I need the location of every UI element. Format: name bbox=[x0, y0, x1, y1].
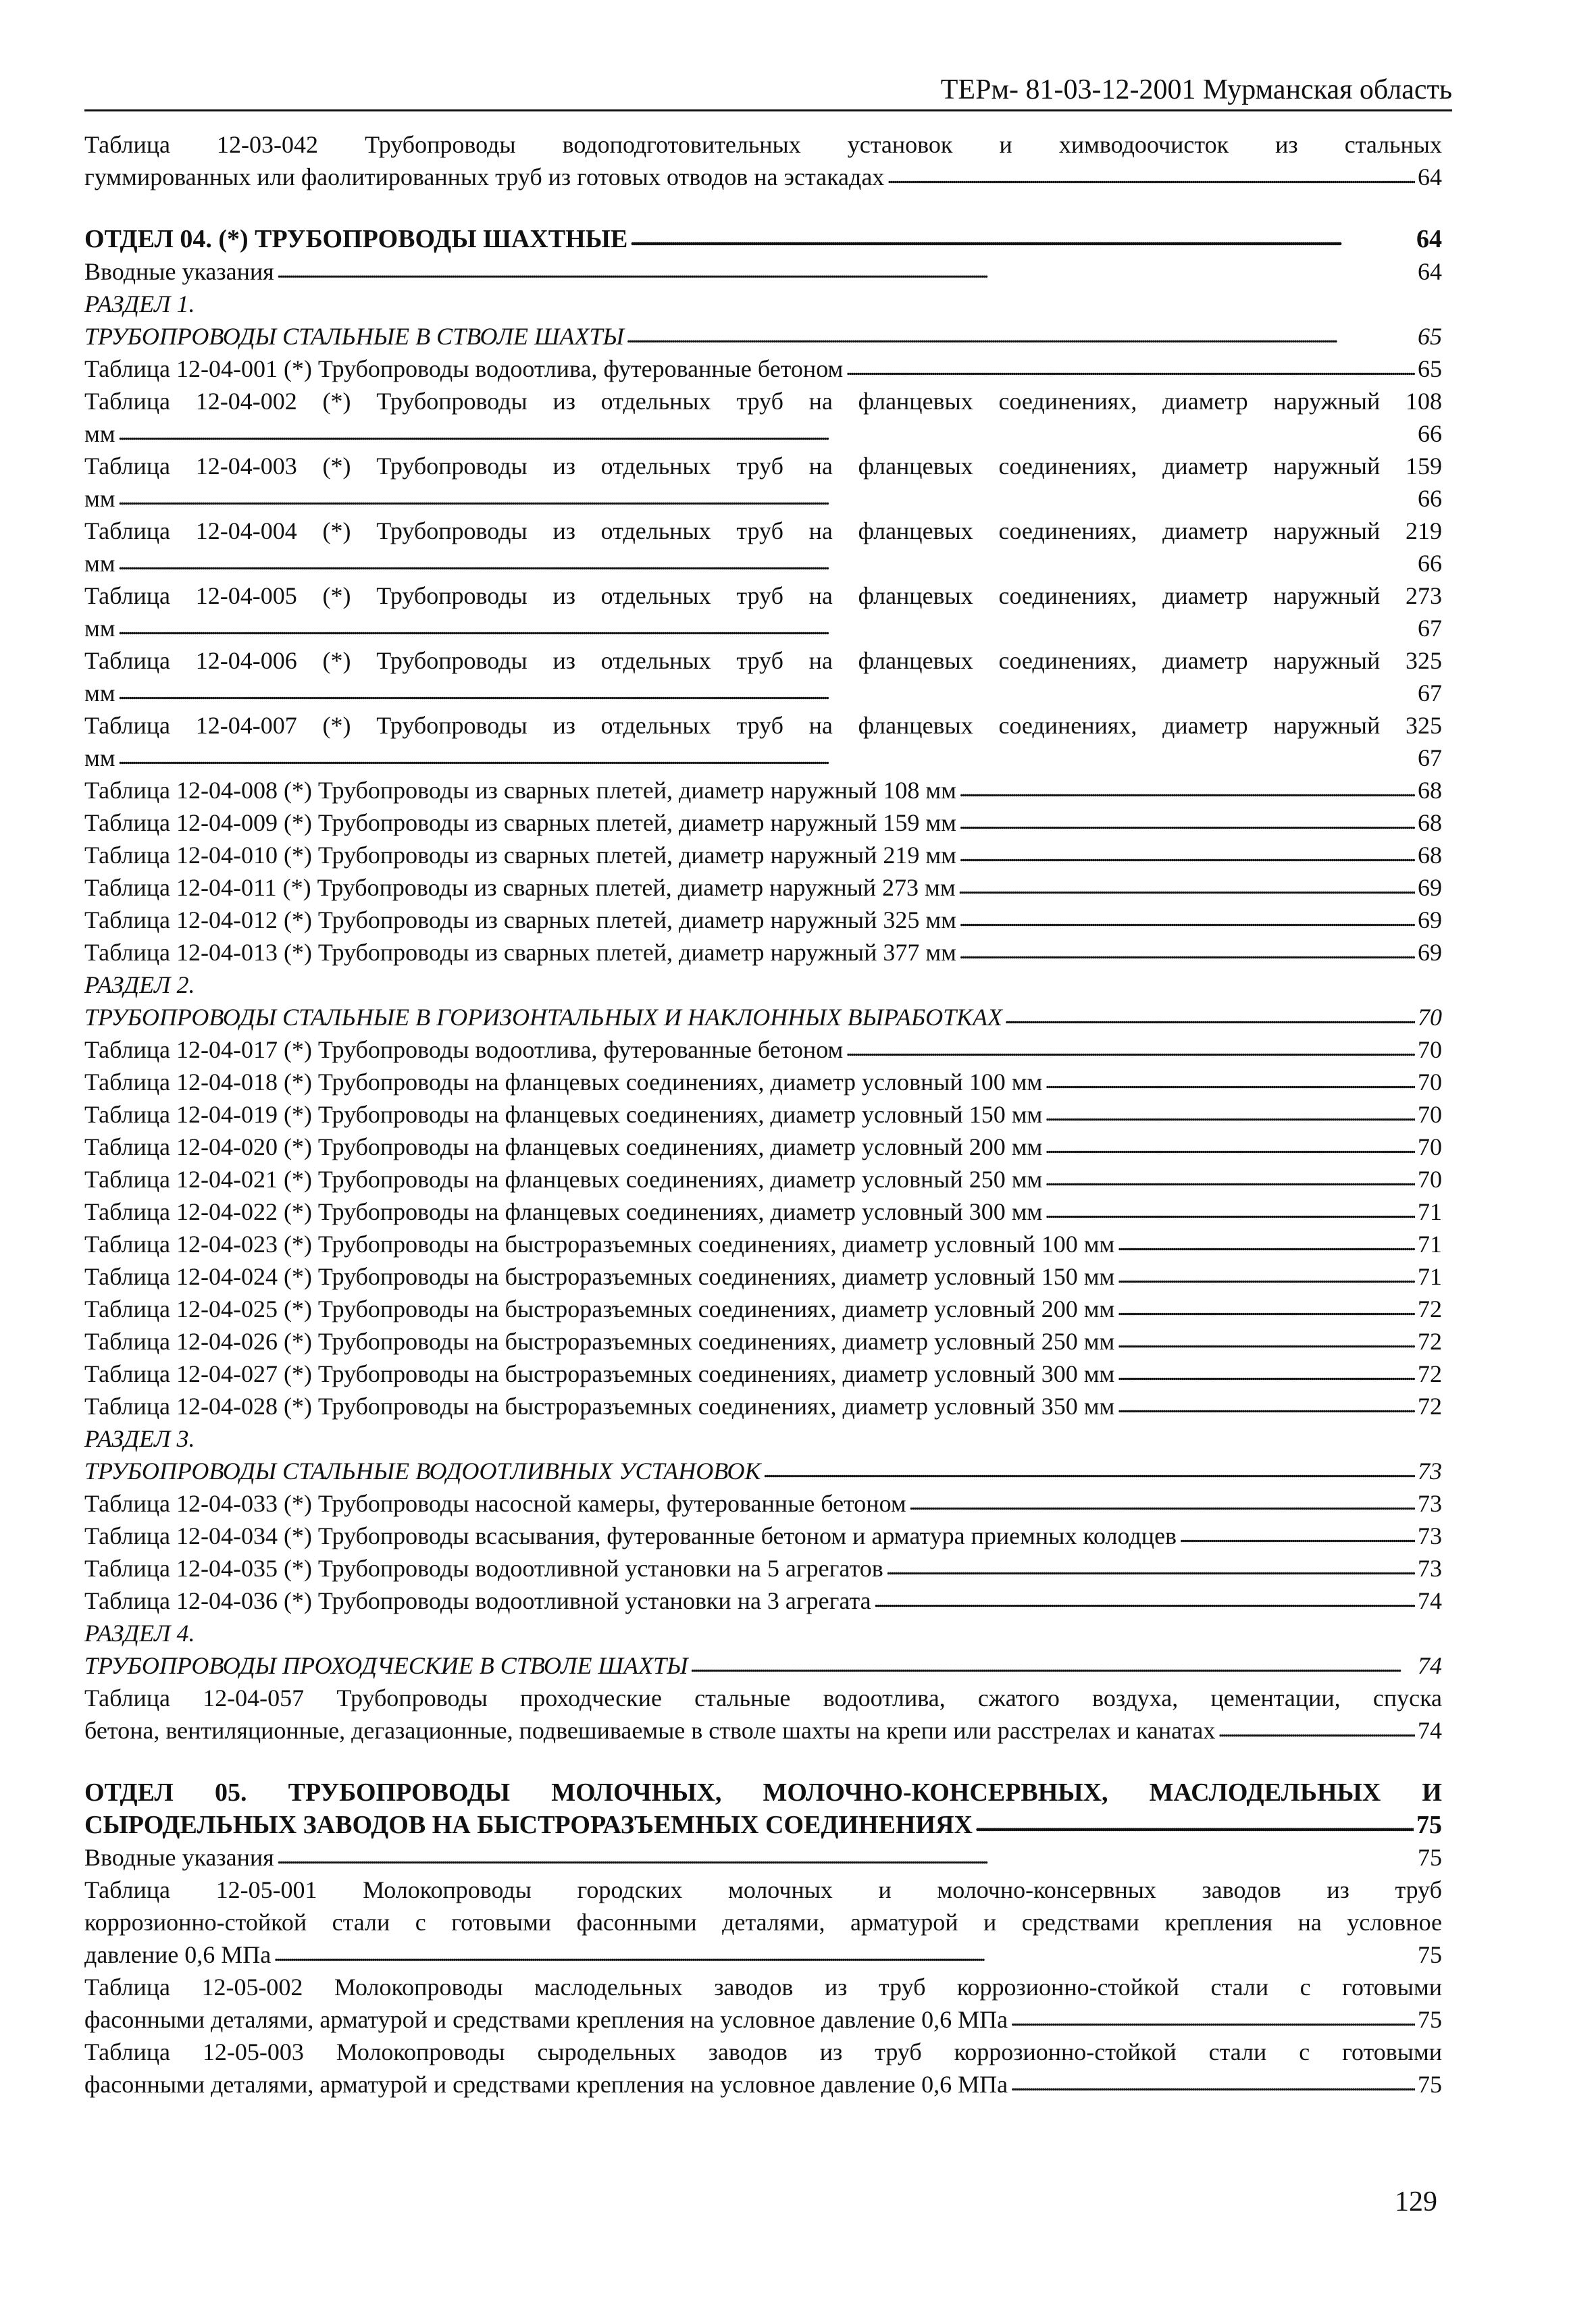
toc-entry-text: РАЗДЕЛ 4. bbox=[84, 1620, 195, 1647]
toc-page-number: 68 bbox=[1418, 842, 1442, 869]
toc-entry-text: Таблица 12-04-018 (*) Трубопроводы на фланцевых соединениях, диаметр условный 100 мм bbox=[84, 1069, 1043, 1096]
toc-row bbox=[84, 1455, 1442, 1487]
toc-entry[interactable] bbox=[84, 806, 1442, 839]
toc-page-number: 70 bbox=[1418, 1036, 1442, 1063]
toc-row bbox=[84, 1033, 1442, 1066]
toc-entry-text: Таблица 12-04-012 (*) Трубопроводы из сварных плетей, диаметр наружный 325 мм bbox=[84, 906, 956, 933]
toc-page-number: 70 bbox=[1418, 1166, 1442, 1193]
toc-entry[interactable] bbox=[84, 1874, 1442, 1971]
toc-entry[interactable] bbox=[84, 1358, 1442, 1390]
toc-page-number: 65 bbox=[1418, 323, 1442, 350]
toc-entry[interactable] bbox=[84, 1841, 1442, 1874]
toc-page-number: 69 bbox=[1418, 939, 1442, 966]
dot-leader bbox=[886, 1550, 1415, 1585]
dot-leader bbox=[118, 675, 1415, 709]
dot-leader bbox=[959, 804, 1415, 839]
toc-row bbox=[84, 1228, 1442, 1260]
toc-row bbox=[84, 1809, 1442, 1841]
toc-row bbox=[84, 1098, 1442, 1131]
toc-entry-text: Таблица 12-04-003 (*) Трубопроводы из отдельных труб на фланцевых соединениях, диаметр наружный 159 bbox=[84, 453, 1442, 480]
dot-leader bbox=[1045, 1161, 1415, 1195]
toc-row bbox=[84, 1066, 1442, 1098]
toc-row bbox=[84, 839, 1442, 871]
toc-page-number: 72 bbox=[1418, 1393, 1442, 1420]
toc-subsection[interactable] bbox=[84, 1001, 1442, 1033]
toc-row bbox=[84, 1585, 1442, 1617]
toc-entry[interactable] bbox=[84, 515, 1442, 580]
toc-row bbox=[84, 1390, 1442, 1422]
toc-page-number: 73 bbox=[1418, 1522, 1442, 1549]
dot-leader bbox=[1005, 999, 1415, 1033]
toc-page-number: 73 bbox=[1418, 1458, 1442, 1485]
toc-entry-text: Таблица 12-04-057 Трубопроводы проходческие стальные водоотлива, сжатого воздуха, цементации, спуска bbox=[84, 1685, 1442, 1712]
toc-entry[interactable] bbox=[84, 1293, 1442, 1325]
toc-page-number: 66 bbox=[1418, 420, 1442, 447]
toc-row bbox=[84, 223, 1442, 255]
dot-leader bbox=[909, 1485, 1415, 1520]
toc-row bbox=[84, 1520, 1442, 1552]
table-of-contents bbox=[84, 128, 1442, 2101]
toc-page-number: 70 bbox=[1418, 1133, 1442, 1160]
toc-entry[interactable] bbox=[84, 580, 1442, 644]
toc-row bbox=[84, 320, 1442, 353]
dot-leader bbox=[846, 351, 1415, 385]
toc-entry[interactable] bbox=[84, 904, 1442, 936]
toc-entry[interactable] bbox=[84, 1682, 1442, 1747]
toc-entry-text: Таблица 12-04-024 (*) Трубопроводы на быстроразъемных соединениях, диаметр условный 150 мм bbox=[84, 1263, 1115, 1290]
toc-entry-text: Таблица 12-04-022 (*) Трубопроводы на фланцевых соединениях, диаметр условный 300 мм bbox=[84, 1198, 1043, 1225]
toc-subsection[interactable] bbox=[84, 1649, 1442, 1682]
toc-entry-text: Таблица 12-04-028 (*) Трубопроводы на быстроразъемных соединениях, диаметр условный 350 мм bbox=[84, 1393, 1115, 1420]
toc-entry-text: Таблица 12-04-034 (*) Трубопроводы всасывания, футерованные бетоном и арматура приемных колодцев bbox=[84, 1522, 1177, 1549]
toc-page-number: 67 bbox=[1418, 744, 1442, 771]
toc-page-number: 71 bbox=[1418, 1231, 1442, 1258]
toc-page-number: 65 bbox=[1418, 355, 1442, 382]
toc-entry-text: Вводные указания bbox=[84, 258, 274, 285]
toc-entry-text: Таблица 12-04-035 (*) Трубопроводы водоотливной установки на 5 агрегатов bbox=[84, 1555, 883, 1582]
toc-page-number: 75 bbox=[1418, 1941, 1442, 1968]
toc-entry-text: ТРУБОПРОВОДЫ СТАЛЬНЫЕ В СТВОЛЕ ШАХТЫ bbox=[84, 323, 624, 350]
toc-entry-text: Вводные указания bbox=[84, 1844, 274, 1871]
dot-leader bbox=[118, 480, 1415, 515]
dot-leader bbox=[630, 221, 1414, 255]
toc-entry-text: Таблица 12-04-027 (*) Трубопроводы на быстроразъемных соединениях, диаметр условный 300 мм bbox=[84, 1360, 1115, 1387]
toc-row bbox=[84, 255, 1442, 288]
toc-entry[interactable] bbox=[84, 1228, 1442, 1260]
toc-entry-text: Таблица 12-04-005 (*) Трубопроводы из отдельных труб на фланцевых соединениях, диаметр наружный 273 bbox=[84, 582, 1442, 609]
toc-entry[interactable] bbox=[84, 255, 1442, 288]
toc-page-number: 70 bbox=[1418, 1004, 1442, 1031]
dot-leader bbox=[1117, 1323, 1415, 1358]
toc-page-number: 74 bbox=[1418, 1587, 1442, 1614]
dot-leader bbox=[975, 1807, 1414, 1841]
toc-entry-text: Таблица 12-04-033 (*) Трубопроводы насосной камеры, футерованные бетоном bbox=[84, 1490, 906, 1517]
toc-row bbox=[84, 1325, 1442, 1358]
toc-page-number: 64 bbox=[1416, 225, 1442, 253]
toc-row bbox=[84, 1131, 1442, 1163]
dot-leader bbox=[274, 1936, 1415, 1971]
toc-row bbox=[84, 417, 1442, 450]
toc-entry[interactable] bbox=[84, 709, 1442, 774]
toc-row bbox=[84, 1260, 1442, 1293]
toc-row bbox=[84, 1293, 1442, 1325]
header-title: ТЕРм- 81-03-12-2001 Мурманская область bbox=[940, 74, 1452, 105]
toc-row bbox=[84, 2068, 1442, 2101]
toc-row bbox=[84, 774, 1442, 806]
toc-entry-text: бетона, вентиляционные, дегазационные, подвешиваемые в стволе шахты на крепи или расстрелах и канатах bbox=[84, 1717, 1216, 1744]
toc-entry-text: Таблица 12-04-010 (*) Трубопроводы из сварных плетей, диаметр наружный 219 мм bbox=[84, 842, 956, 869]
toc-entry-text: ТРУБОПРОВОДЫ СТАЛЬНЫЕ В ГОРИЗОНТАЛЬНЫХ И НАКЛОННЫХ ВЫРАБОТКАХ bbox=[84, 1004, 1002, 1031]
dot-leader bbox=[958, 869, 1415, 904]
toc-entry-text: мм bbox=[84, 550, 115, 577]
toc-entry-text: Таблица 12-04-025 (*) Трубопроводы на быстроразъемных соединениях, диаметр условный 200 мм bbox=[84, 1295, 1115, 1322]
toc-page-number: 69 bbox=[1418, 874, 1442, 901]
toc-entry[interactable] bbox=[84, 936, 1442, 969]
running-header bbox=[84, 70, 1452, 111]
dot-leader bbox=[1117, 1258, 1415, 1293]
toc-entry[interactable] bbox=[84, 774, 1442, 806]
toc-entry-text: ТРУБОПРОВОДЫ ПРОХОДЧЕСКИЕ В СТВОЛЕ ШАХТЫ bbox=[84, 1652, 688, 1679]
toc-page-number: 75 bbox=[1416, 1811, 1442, 1839]
toc-entry[interactable] bbox=[84, 1098, 1442, 1131]
toc-entry[interactable] bbox=[84, 353, 1442, 385]
toc-section-label bbox=[84, 288, 1442, 320]
dot-leader bbox=[959, 934, 1415, 969]
toc-entry-text: мм bbox=[84, 420, 115, 447]
toc-row bbox=[84, 1195, 1442, 1228]
dot-leader bbox=[690, 1647, 1415, 1682]
toc-entry[interactable] bbox=[84, 871, 1442, 904]
toc-page-number: 71 bbox=[1418, 1263, 1442, 1290]
toc-page-number: 68 bbox=[1418, 777, 1442, 804]
toc-entry[interactable] bbox=[84, 450, 1442, 515]
toc-entry[interactable] bbox=[84, 1487, 1442, 1520]
toc-section-label bbox=[84, 1422, 1442, 1455]
toc-entry-text: давление 0,6 МПа bbox=[84, 1941, 272, 1968]
toc-entry-text: Таблица 12-04-026 (*) Трубопроводы на быстроразъемных соединениях, диаметр условный 250 мм bbox=[84, 1328, 1115, 1355]
toc-entry[interactable] bbox=[84, 1390, 1442, 1422]
toc-entry[interactable] bbox=[84, 128, 1442, 193]
toc-row bbox=[84, 353, 1442, 385]
dot-leader bbox=[1045, 1064, 1415, 1098]
toc-page-number: 74 bbox=[1418, 1717, 1442, 1744]
toc-page-number: 66 bbox=[1418, 485, 1442, 512]
toc-entry[interactable] bbox=[84, 1066, 1442, 1098]
toc-row bbox=[84, 806, 1442, 839]
toc-entry-text: Таблица 12-05-002 Молокопроводы маслодельных заводов из труб коррозионно-стойкой стали с готовыми bbox=[84, 1974, 1442, 2001]
toc-page-number: 64 bbox=[1418, 258, 1442, 285]
toc-page-number: 70 bbox=[1418, 1101, 1442, 1128]
toc-entry-text: мм bbox=[84, 485, 115, 512]
toc-entry-text: РАЗДЕЛ 3. bbox=[84, 1425, 195, 1452]
toc-row bbox=[84, 547, 1442, 580]
toc-row bbox=[84, 612, 1442, 644]
toc-entry-text: Таблица 12-04-020 (*) Трубопроводы на фланцевых соединениях, диаметр условный 200 мм bbox=[84, 1133, 1043, 1160]
toc-entry[interactable] bbox=[84, 644, 1442, 709]
toc-entry[interactable] bbox=[84, 839, 1442, 871]
toc-row bbox=[84, 1714, 1442, 1747]
toc-section[interactable] bbox=[84, 1776, 1442, 1841]
toc-entry[interactable] bbox=[84, 1520, 1442, 1552]
toc-entry[interactable] bbox=[84, 385, 1442, 450]
dot-leader bbox=[1218, 1712, 1415, 1747]
toc-row bbox=[84, 1487, 1442, 1520]
toc-entry-text: Таблица 12-04-009 (*) Трубопроводы из сварных плетей, диаметр наружный 159 мм bbox=[84, 809, 956, 836]
dot-leader bbox=[1117, 1388, 1415, 1422]
toc-row bbox=[84, 936, 1442, 969]
toc-entry-text: Таблица 12-04-036 (*) Трубопроводы водоотливной установки на 3 агрегата bbox=[84, 1587, 871, 1614]
page-number: 129 bbox=[1395, 2186, 1437, 2217]
toc-entry[interactable] bbox=[84, 1163, 1442, 1195]
toc-row bbox=[84, 871, 1442, 904]
toc-entry-text: Таблица 12-04-021 (*) Трубопроводы на фланцевых соединениях, диаметр условный 250 мм bbox=[84, 1166, 1043, 1193]
toc-entry-text: ОТДЕЛ 05. ТРУБОПРОВОДЫ МОЛОЧНЫХ, МОЛОЧНО-КОНСЕРВНЫХ, МАСЛОДЕЛЬНЫХ И bbox=[84, 1778, 1442, 1807]
toc-page-number: 69 bbox=[1418, 906, 1442, 933]
toc-entry-text: фасонными деталями, арматурой и средствами крепления на условное давление 0,6 МПа bbox=[84, 2006, 1008, 2033]
dot-leader bbox=[118, 545, 1415, 580]
toc-entry-text: ТРУБОПРОВОДЫ СТАЛЬНЫЕ ВОДООТЛИВНЫХ УСТАНОВОК bbox=[84, 1458, 761, 1485]
toc-entry[interactable] bbox=[84, 1325, 1442, 1358]
dot-leader bbox=[1045, 1193, 1415, 1228]
dot-leader bbox=[959, 837, 1415, 871]
toc-entry-text: Таблица 12-04-001 (*) Трубопроводы водоотлива, футерованные бетоном bbox=[84, 355, 844, 382]
toc-entry[interactable] bbox=[84, 1585, 1442, 1617]
toc-entry-text: коррозионно-стойкой стали с готовыми фасонными деталями, арматурой и средствами крепления на условное bbox=[84, 1909, 1442, 1936]
toc-row bbox=[84, 1938, 1442, 1971]
dot-leader bbox=[277, 253, 1415, 288]
toc-row bbox=[84, 1001, 1442, 1033]
toc-page-number: 73 bbox=[1418, 1555, 1442, 1582]
dot-leader bbox=[846, 1031, 1415, 1066]
toc-page-number: 75 bbox=[1418, 2071, 1442, 2098]
toc-page-number: 75 bbox=[1418, 2006, 1442, 2033]
toc-page-number: 71 bbox=[1418, 1198, 1442, 1225]
dot-leader bbox=[1010, 2001, 1415, 2036]
dot-leader bbox=[959, 902, 1415, 936]
dot-leader bbox=[887, 159, 1415, 193]
dot-leader bbox=[1117, 1356, 1415, 1390]
dot-leader bbox=[1045, 1096, 1415, 1131]
dot-leader bbox=[1010, 2066, 1415, 2101]
toc-row bbox=[84, 904, 1442, 936]
toc-row bbox=[84, 2003, 1442, 2036]
toc-entry-text: фасонными деталями, арматурой и средствами крепления на условное давление 0,6 МПа bbox=[84, 2071, 1008, 2098]
toc-entry-text: Таблица 12-04-013 (*) Трубопроводы из сварных плетей, диаметр наружный 377 мм bbox=[84, 939, 956, 966]
toc-entry-text: Таблица 12-05-001 Молокопроводы городских молочных и молочно-консервных заводов из труб bbox=[84, 1876, 1442, 1903]
toc-row bbox=[84, 1649, 1442, 1682]
toc-section-label bbox=[84, 969, 1442, 1001]
toc-page-number: 68 bbox=[1418, 809, 1442, 836]
toc-row bbox=[84, 1163, 1442, 1195]
toc-page-number: 66 bbox=[1418, 550, 1442, 577]
toc-entry-text: Таблица 12-04-017 (*) Трубопроводы водоотлива, футерованные бетоном bbox=[84, 1036, 844, 1063]
toc-entry[interactable] bbox=[84, 2036, 1442, 2101]
toc-entry-text: РАЗДЕЛ 2. bbox=[84, 971, 195, 998]
toc-entry-text: РАЗДЕЛ 1. bbox=[84, 290, 195, 317]
toc-entry[interactable] bbox=[84, 1033, 1442, 1066]
toc-section[interactable] bbox=[84, 223, 1442, 255]
toc-row bbox=[84, 1841, 1442, 1874]
toc-entry-text: мм bbox=[84, 744, 115, 771]
dot-leader bbox=[277, 1839, 1415, 1874]
toc-page-number: 70 bbox=[1418, 1069, 1442, 1096]
toc-entry[interactable] bbox=[84, 1260, 1442, 1293]
toc-entry-text: Таблица 12-04-011 (*) Трубопроводы из сварных плетей, диаметр наружный 273 мм bbox=[84, 874, 956, 901]
toc-page-number: 72 bbox=[1418, 1328, 1442, 1355]
toc-page-number: 67 bbox=[1418, 679, 1442, 706]
dot-leader bbox=[627, 318, 1415, 353]
toc-subsection[interactable] bbox=[84, 320, 1442, 353]
toc-row bbox=[84, 1358, 1442, 1390]
toc-entry[interactable] bbox=[84, 1195, 1442, 1228]
section-gap bbox=[84, 1747, 1442, 1776]
toc-page-number: 67 bbox=[1418, 615, 1442, 642]
toc-entry-text: Таблица 12-05-003 Молокопроводы сыродельных заводов из труб коррозионно-стойкой стали с готовыми bbox=[84, 2038, 1442, 2065]
dot-leader bbox=[763, 1453, 1415, 1487]
toc-entry-text: мм bbox=[84, 615, 115, 642]
dot-leader bbox=[1179, 1518, 1415, 1552]
toc-entry-text: ОТДЕЛ 04. (*) ТРУБОПРОВОДЫ ШАХТНЫЕ bbox=[84, 225, 628, 253]
toc-row bbox=[84, 677, 1442, 709]
dot-leader bbox=[959, 772, 1415, 806]
toc-entry-text: Таблица 12-04-007 (*) Трубопроводы из отдельных труб на фланцевых соединениях, диаметр наружный 325 bbox=[84, 712, 1442, 739]
dot-leader bbox=[874, 1583, 1415, 1617]
toc-page-number: 64 bbox=[1418, 163, 1442, 190]
toc-subsection[interactable] bbox=[84, 1455, 1442, 1487]
toc-row bbox=[84, 482, 1442, 515]
dot-leader bbox=[118, 415, 1415, 450]
toc-entry-text: мм bbox=[84, 679, 115, 706]
toc-entry[interactable] bbox=[84, 1552, 1442, 1585]
toc-entry[interactable] bbox=[84, 1971, 1442, 2036]
toc-row bbox=[84, 742, 1442, 774]
toc-entry-text: Таблица 12-04-002 (*) Трубопроводы из отдельных труб на фланцевых соединениях, диаметр наружный 108 bbox=[84, 388, 1442, 415]
toc-entry-text: гуммированных или фаолитированных труб из готовых отводов на эстакадах bbox=[84, 163, 885, 190]
toc-page-number: 74 bbox=[1418, 1652, 1442, 1679]
dot-leader bbox=[1045, 1129, 1415, 1163]
toc-page-number: 73 bbox=[1418, 1490, 1442, 1517]
toc-row bbox=[84, 161, 1442, 193]
toc-entry[interactable] bbox=[84, 1131, 1442, 1163]
toc-entry-text: Таблица 12-04-006 (*) Трубопроводы из отдельных труб на фланцевых соединениях, диаметр наружный 325 bbox=[84, 647, 1442, 674]
dot-leader bbox=[118, 740, 1415, 774]
toc-page-number: 75 bbox=[1418, 1844, 1442, 1871]
toc-entry-text: Таблица 12-03-042 Трубопроводы водоподготовительных установок и химводоочисток из стальных bbox=[84, 131, 1442, 158]
toc-entry-text: Таблица 12-04-004 (*) Трубопроводы из отдельных труб на фланцевых соединениях, диаметр наружный 219 bbox=[84, 517, 1442, 544]
toc-page-number: 72 bbox=[1418, 1295, 1442, 1322]
dot-leader bbox=[118, 610, 1415, 644]
dot-leader bbox=[1117, 1226, 1415, 1260]
toc-entry-text: Таблица 12-04-023 (*) Трубопроводы на быстроразъемных соединениях, диаметр условный 100 мм bbox=[84, 1231, 1115, 1258]
toc-page-number: 72 bbox=[1418, 1360, 1442, 1387]
toc-section-label bbox=[84, 1617, 1442, 1649]
toc-entry-text: Таблица 12-04-019 (*) Трубопроводы на фланцевых соединениях, диаметр условный 150 мм bbox=[84, 1101, 1043, 1128]
section-gap bbox=[84, 193, 1442, 223]
toc-entry-text: Таблица 12-04-008 (*) Трубопроводы из сварных плетей, диаметр наружный 108 мм bbox=[84, 777, 956, 804]
dot-leader bbox=[1117, 1291, 1415, 1325]
toc-row bbox=[84, 1552, 1442, 1585]
toc-entry-text: СЫРОДЕЛЬНЫХ ЗАВОДОВ НА БЫСТРОРАЗЪЕМНЫХ СОЕДИНЕНИЯХ bbox=[84, 1811, 973, 1839]
